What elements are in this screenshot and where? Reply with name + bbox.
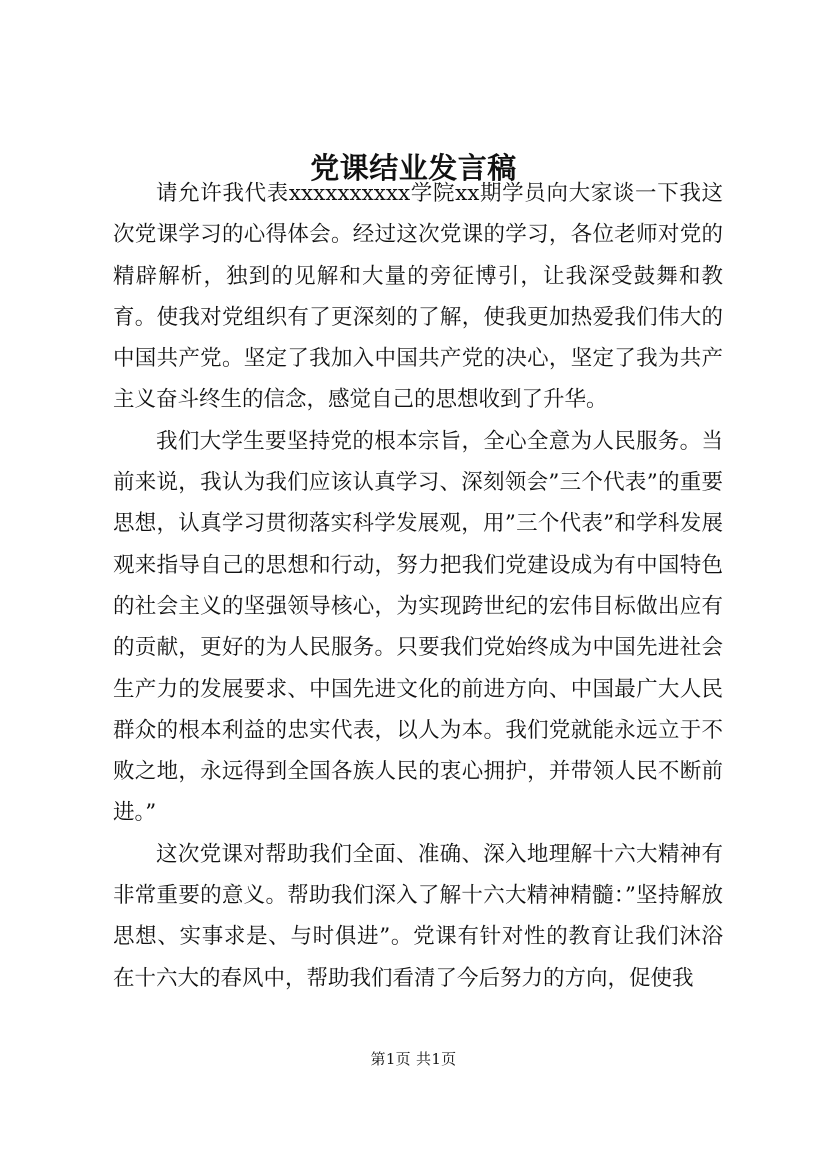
document-body: [113, 173, 723, 999]
paragraph-3: 这次党课对帮助我们全面、准确、深入地理解十六大精神有非常重要的意义。帮助我们深入了解十六大精神精髓：”坚持解放思想、实事求是、与时俱进”。党课有针对性的教育让我们沐浴在十六大的春风中，帮助我们看清了今后努力的方向，促使我: [113, 841, 723, 991]
document-title: 党课结业发言稿: [310, 151, 517, 185]
page-number-footer: 第1页 共1页: [370, 1050, 457, 1068]
paragraph-1: 请允许我代表xxxxxxxxxx学院xx期学员向大家谈一下我这次党课学习的心得体会。经过这次党课的学习，各位老师对党的精辟解析，独到的见解和大量的旁征博引，让我深受鼓舞和教育。使我对党组织有了更深刻的了解，使我更加热爱我们伟大的中国共产党。坚定了我加入中国共产党的决心，坚定了我为共产主义奋斗终生的信念，感觉自己的思想收到了升华。: [113, 181, 723, 413]
paragraph-2: 我们大学生要坚持党的根本宗旨，全心全意为人民服务。当前来说，我认为我们应该认真学习、深刻领会”三个代表”的重要思想，认真学习贯彻落实科学发展观，用”三个代表”和学科发展观来指导自己的思想和行动，努力把我们党建设成为有中国特色的社会主义的坚强领导核心，为实现跨世纪的宏伟目标做出应有的贡献，更好的为人民服务。只要我们党始终成为中国先进社会生产力的发展要求、中国先进文化的前进方向、中国最广大人民群众的根本利益的忠实代表，以人为本。我们党就能永远立于不败之地，永远得到全国各族人民的衷心拥护，并带领人民不断前进。”: [113, 428, 723, 826]
